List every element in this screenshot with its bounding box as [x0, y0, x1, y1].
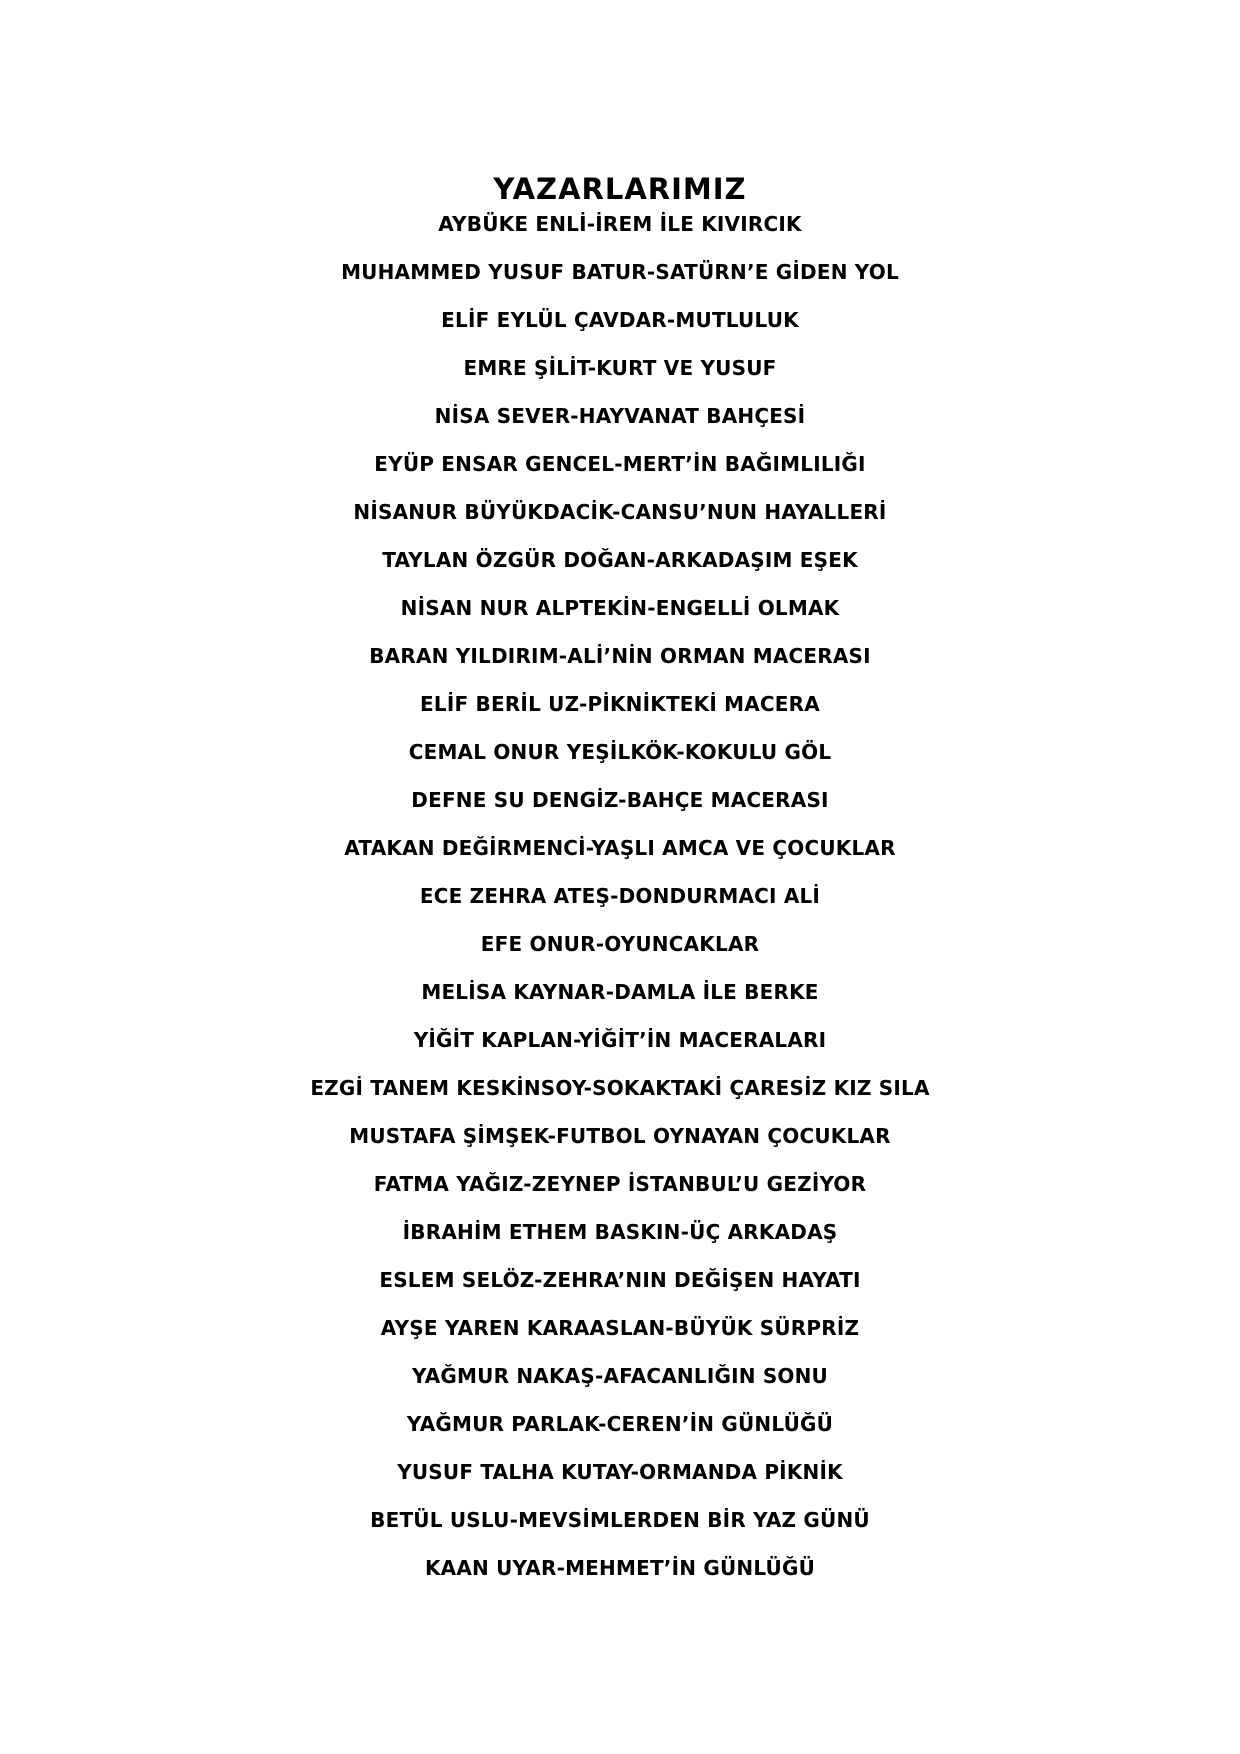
- author-entry: NİSA SEVER-HAYVANAT BAHÇESİ: [434, 404, 806, 428]
- author-entry: MUSTAFA ŞİMŞEK-FUTBOL OYNAYAN ÇOCUKLAR: [349, 1124, 891, 1148]
- author-entry: AYŞE YAREN KARAASLAN-BÜYÜK SÜRPRİZ: [380, 1316, 860, 1340]
- author-entry: CEMAL ONUR YEŞİLKÖK-KOKULU GÖL: [408, 740, 832, 764]
- author-entry: BARAN YILDIRIM-ALİ’NİN ORMAN MACERASI: [369, 644, 871, 668]
- author-entry: TAYLAN ÖZGÜR DOĞAN-ARKADAŞIM EŞEK: [382, 548, 858, 572]
- author-list: [0, 204, 1240, 1596]
- author-entry: ELİF EYLÜL ÇAVDAR-MUTLULUK: [441, 308, 799, 332]
- author-entry: EFE ONUR-OYUNCAKLAR: [480, 932, 760, 956]
- author-entry: ATAKAN DEĞİRMENCİ-YAŞLI AMCA VE ÇOCUKLAR: [344, 836, 896, 860]
- author-entry: EZGİ TANEM KESKİNSOY-SOKAKTAKİ ÇARESİZ KIZ SILA: [310, 1076, 930, 1100]
- author-entry: İBRAHİM ETHEM BASKIN-ÜÇ ARKADAŞ: [402, 1220, 838, 1244]
- author-entry: NİSAN NUR ALPTEKİN-ENGELLİ OLMAK: [400, 596, 840, 620]
- author-entry: EYÜP ENSAR GENCEL-MERT’İN BAĞIMLILIĞI: [374, 452, 866, 476]
- author-entry: NİSANUR BÜYÜKDACİK-CANSU’NUN HAYALLERİ: [353, 500, 887, 524]
- author-entry: ELİF BERİL UZ-PİKNİKTEKİ MACERA: [420, 692, 820, 716]
- author-entry: BETÜL USLU-MEVSİMLERDEN BİR YAZ GÜNÜ: [370, 1508, 870, 1532]
- author-entry: KAAN UYAR-MEHMET’İN GÜNLÜĞÜ: [424, 1556, 816, 1580]
- author-entry: EMRE ŞİLİT-KURT VE YUSUF: [463, 356, 777, 380]
- author-entry: AYBÜKE ENLİ-İREM İLE KIVIRCIK: [438, 212, 802, 236]
- author-entry: ESLEM SELÖZ-ZEHRA’NIN DEĞİŞEN HAYATI: [379, 1268, 861, 1292]
- author-entry: YİĞİT KAPLAN-YİĞİT’İN MACERALARI: [413, 1028, 827, 1052]
- page-title: YAZARLARIMIZ: [493, 172, 747, 207]
- author-entry: FATMA YAĞIZ-ZEYNEP İSTANBUL’U GEZİYOR: [373, 1172, 867, 1196]
- author-entry: YAĞMUR NAKAŞ-AFACANLIĞIN SONU: [411, 1364, 828, 1388]
- author-entry: YAĞMUR PARLAK-CEREN’İN GÜNLÜĞÜ: [406, 1412, 834, 1436]
- author-entry: ECE ZEHRA ATEŞ-DONDURMACI ALİ: [419, 884, 821, 908]
- author-entry: MUHAMMED YUSUF BATUR-SATÜRN’E GİDEN YOL: [341, 260, 899, 284]
- author-entry: DEFNE SU DENGİZ-BAHÇE MACERASI: [411, 788, 829, 812]
- author-entry: YUSUF TALHA KUTAY-ORMANDA PİKNİK: [397, 1460, 843, 1484]
- author-entry: MELİSA KAYNAR-DAMLA İLE BERKE: [421, 980, 819, 1004]
